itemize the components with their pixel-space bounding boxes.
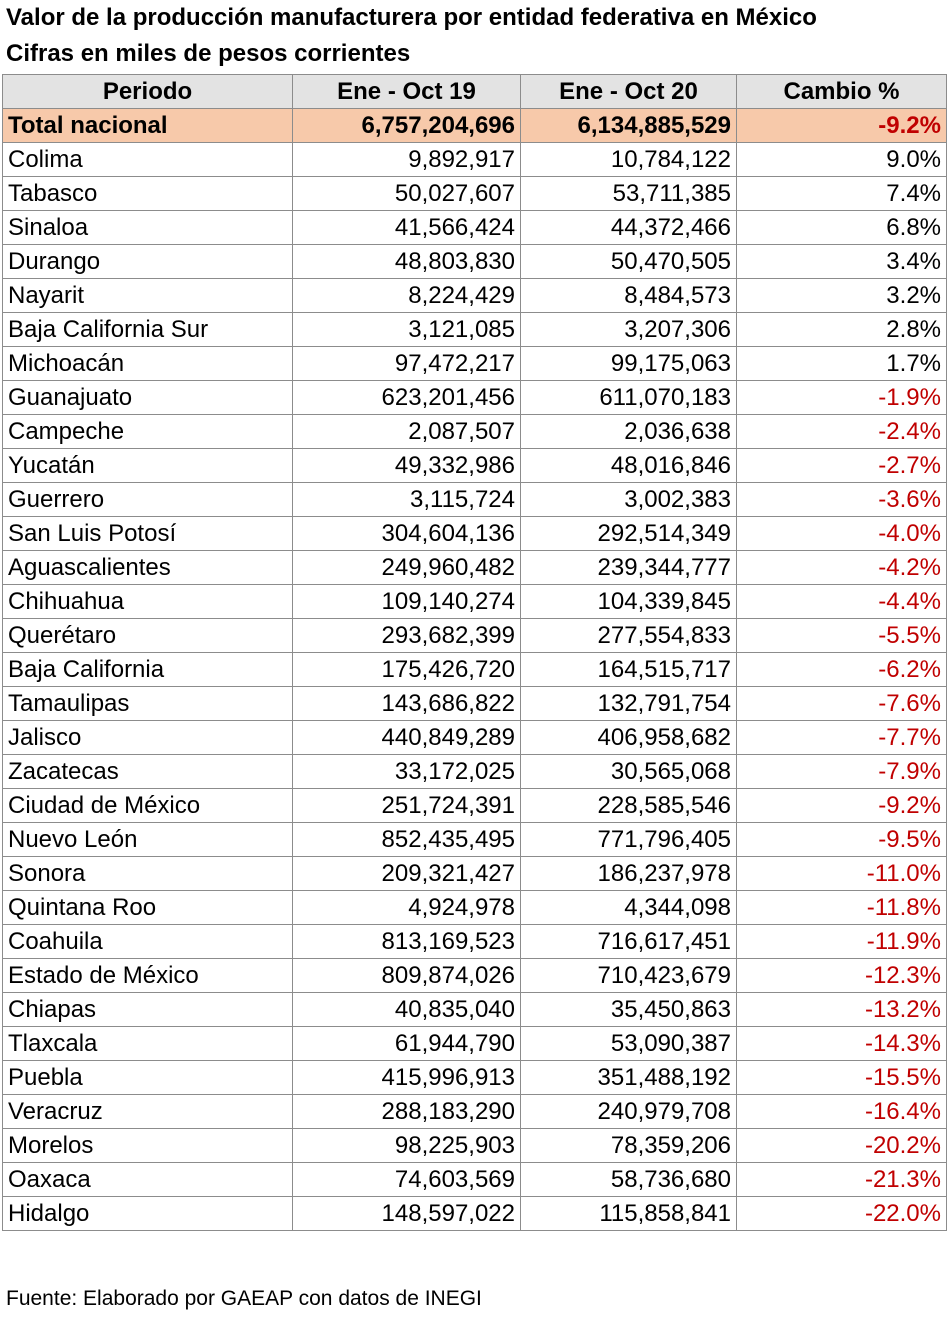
table-row — [3, 687, 947, 721]
table-row — [3, 1197, 947, 1231]
value-oct19: 415,996,913 — [293, 1061, 521, 1095]
value-oct19: 293,682,399 — [293, 619, 521, 653]
state-name: Baja California Sur — [3, 313, 293, 347]
change-percent: 3.2% — [737, 279, 947, 313]
value-oct20: 115,858,841 — [521, 1197, 737, 1231]
table-row — [3, 483, 947, 517]
value-oct20: 10,784,122 — [521, 143, 737, 177]
value-oct19: 97,472,217 — [293, 347, 521, 381]
table-row — [3, 1163, 947, 1197]
change-percent: 6.8% — [737, 211, 947, 245]
value-oct20: 78,359,206 — [521, 1129, 737, 1163]
change-percent: -2.4% — [737, 415, 947, 449]
state-name: Puebla — [3, 1061, 293, 1095]
value-oct19: 209,321,427 — [293, 857, 521, 891]
table-row — [3, 925, 947, 959]
value-oct19: 440,849,289 — [293, 721, 521, 755]
table-row — [3, 313, 947, 347]
column-header-oct19: Ene - Oct 19 — [293, 75, 521, 109]
change-percent: -12.3% — [737, 959, 947, 993]
value-oct20: 228,585,546 — [521, 789, 737, 823]
value-oct19: 8,224,429 — [293, 279, 521, 313]
value-oct19: 74,603,569 — [293, 1163, 521, 1197]
total-v20: 6,134,885,529 — [521, 109, 737, 143]
value-oct19: 2,087,507 — [293, 415, 521, 449]
table-row — [3, 143, 947, 177]
value-oct19: 109,140,274 — [293, 585, 521, 619]
column-header-oct20: Ene - Oct 20 — [521, 75, 737, 109]
table-row — [3, 721, 947, 755]
table-row — [3, 279, 947, 313]
state-name: Quintana Roo — [3, 891, 293, 925]
value-oct19: 148,597,022 — [293, 1197, 521, 1231]
value-oct20: 8,484,573 — [521, 279, 737, 313]
value-oct20: 104,339,845 — [521, 585, 737, 619]
value-oct19: 98,225,903 — [293, 1129, 521, 1163]
table-row — [3, 823, 947, 857]
table-row — [3, 1095, 947, 1129]
change-percent: 1.7% — [737, 347, 947, 381]
value-oct20: 240,979,708 — [521, 1095, 737, 1129]
value-oct20: 53,711,385 — [521, 177, 737, 211]
value-oct20: 3,207,306 — [521, 313, 737, 347]
table-row — [3, 1061, 947, 1095]
value-oct20: 44,372,466 — [521, 211, 737, 245]
change-percent: -16.4% — [737, 1095, 947, 1129]
value-oct20: 99,175,063 — [521, 347, 737, 381]
table-row — [3, 789, 947, 823]
table-title: Valor de la producción manufacturera por entidad federativa en México — [6, 4, 817, 31]
header-row — [3, 75, 947, 109]
state-name: Guerrero — [3, 483, 293, 517]
state-name: Colima — [3, 143, 293, 177]
total-change: -9.2% — [737, 109, 947, 143]
change-percent: 9.0% — [737, 143, 947, 177]
change-percent: -3.6% — [737, 483, 947, 517]
change-percent: 7.4% — [737, 177, 947, 211]
change-percent: -7.6% — [737, 687, 947, 721]
state-name: Nayarit — [3, 279, 293, 313]
state-name: Estado de México — [3, 959, 293, 993]
change-percent: -1.9% — [737, 381, 947, 415]
value-oct20: 186,237,978 — [521, 857, 737, 891]
table-row — [3, 1129, 947, 1163]
source-note: Fuente: Elaborado por GAEAP con datos de INEGI — [6, 1287, 482, 1310]
state-name: Jalisco — [3, 721, 293, 755]
change-percent: 3.4% — [737, 245, 947, 279]
value-oct19: 50,027,607 — [293, 177, 521, 211]
value-oct19: 48,803,830 — [293, 245, 521, 279]
change-percent: -4.2% — [737, 551, 947, 585]
value-oct19: 852,435,495 — [293, 823, 521, 857]
change-percent: -9.5% — [737, 823, 947, 857]
table-row — [3, 415, 947, 449]
change-percent: 2.8% — [737, 313, 947, 347]
column-header-cambio: Cambio % — [737, 75, 947, 109]
table-row — [3, 653, 947, 687]
value-oct20: 48,016,846 — [521, 449, 737, 483]
value-oct19: 251,724,391 — [293, 789, 521, 823]
state-name: Chiapas — [3, 993, 293, 1027]
value-oct20: 132,791,754 — [521, 687, 737, 721]
change-percent: -22.0% — [737, 1197, 947, 1231]
value-oct20: 351,488,192 — [521, 1061, 737, 1095]
value-oct20: 4,344,098 — [521, 891, 737, 925]
change-percent: -11.8% — [737, 891, 947, 925]
state-name: Guanajuato — [3, 381, 293, 415]
state-name: Yucatán — [3, 449, 293, 483]
value-oct20: 164,515,717 — [521, 653, 737, 687]
change-percent: -9.2% — [737, 789, 947, 823]
change-percent: -2.7% — [737, 449, 947, 483]
change-percent: -14.3% — [737, 1027, 947, 1061]
table-row — [3, 959, 947, 993]
value-oct19: 175,426,720 — [293, 653, 521, 687]
state-name: Tlaxcala — [3, 1027, 293, 1061]
value-oct19: 33,172,025 — [293, 755, 521, 789]
column-header-periodo: Periodo — [3, 75, 293, 109]
state-name: Ciudad de México — [3, 789, 293, 823]
table-row — [3, 211, 947, 245]
value-oct20: 2,036,638 — [521, 415, 737, 449]
table-row — [3, 585, 947, 619]
total-v19: 6,757,204,696 — [293, 109, 521, 143]
state-name: Morelos — [3, 1129, 293, 1163]
value-oct20: 716,617,451 — [521, 925, 737, 959]
table-row — [3, 993, 947, 1027]
value-oct19: 623,201,456 — [293, 381, 521, 415]
value-oct20: 30,565,068 — [521, 755, 737, 789]
change-percent: -7.9% — [737, 755, 947, 789]
state-name: Veracruz — [3, 1095, 293, 1129]
change-percent: -7.7% — [737, 721, 947, 755]
change-percent: -11.9% — [737, 925, 947, 959]
table-row — [3, 551, 947, 585]
value-oct20: 406,958,682 — [521, 721, 737, 755]
state-name: Coahuila — [3, 925, 293, 959]
table-row — [3, 857, 947, 891]
table-row — [3, 177, 947, 211]
state-name: Querétaro — [3, 619, 293, 653]
change-percent: -4.4% — [737, 585, 947, 619]
state-name: Sinaloa — [3, 211, 293, 245]
value-oct20: 50,470,505 — [521, 245, 737, 279]
value-oct20: 53,090,387 — [521, 1027, 737, 1061]
state-name: Nuevo León — [3, 823, 293, 857]
state-name: Sonora — [3, 857, 293, 891]
change-percent: -20.2% — [737, 1129, 947, 1163]
table-row — [3, 619, 947, 653]
value-oct20: 771,796,405 — [521, 823, 737, 857]
value-oct19: 4,924,978 — [293, 891, 521, 925]
state-name: Tamaulipas — [3, 687, 293, 721]
table-row — [3, 449, 947, 483]
value-oct20: 58,736,680 — [521, 1163, 737, 1197]
value-oct20: 611,070,183 — [521, 381, 737, 415]
value-oct20: 292,514,349 — [521, 517, 737, 551]
value-oct19: 3,115,724 — [293, 483, 521, 517]
change-percent: -11.0% — [737, 857, 947, 891]
production-table — [2, 74, 947, 1231]
state-name: Tabasco — [3, 177, 293, 211]
change-percent: -6.2% — [737, 653, 947, 687]
change-percent: -5.5% — [737, 619, 947, 653]
value-oct19: 143,686,822 — [293, 687, 521, 721]
total-name: Total nacional — [3, 109, 293, 143]
value-oct19: 249,960,482 — [293, 551, 521, 585]
value-oct19: 304,604,136 — [293, 517, 521, 551]
value-oct19: 9,892,917 — [293, 143, 521, 177]
change-percent: -4.0% — [737, 517, 947, 551]
value-oct19: 809,874,026 — [293, 959, 521, 993]
state-name: Hidalgo — [3, 1197, 293, 1231]
value-oct19: 813,169,523 — [293, 925, 521, 959]
value-oct19: 288,183,290 — [293, 1095, 521, 1129]
table-row — [3, 381, 947, 415]
state-name: Oaxaca — [3, 1163, 293, 1197]
value-oct20: 239,344,777 — [521, 551, 737, 585]
state-name: Baja California — [3, 653, 293, 687]
state-name: Michoacán — [3, 347, 293, 381]
value-oct20: 35,450,863 — [521, 993, 737, 1027]
table-row — [3, 755, 947, 789]
change-percent: -13.2% — [737, 993, 947, 1027]
change-percent: -21.3% — [737, 1163, 947, 1197]
value-oct19: 49,332,986 — [293, 449, 521, 483]
table-row — [3, 891, 947, 925]
table-row — [3, 245, 947, 279]
table-row — [3, 347, 947, 381]
state-name: Chihuahua — [3, 585, 293, 619]
state-name: Campeche — [3, 415, 293, 449]
table-row — [3, 1027, 947, 1061]
state-name: Zacatecas — [3, 755, 293, 789]
value-oct20: 277,554,833 — [521, 619, 737, 653]
state-name: Aguascalientes — [3, 551, 293, 585]
table-subtitle: Cifras en miles de pesos corrientes — [6, 40, 411, 67]
state-name: San Luis Potosí — [3, 517, 293, 551]
table-row — [3, 517, 947, 551]
value-oct19: 41,566,424 — [293, 211, 521, 245]
value-oct19: 40,835,040 — [293, 993, 521, 1027]
value-oct19: 3,121,085 — [293, 313, 521, 347]
value-oct20: 710,423,679 — [521, 959, 737, 993]
state-name: Durango — [3, 245, 293, 279]
change-percent: -15.5% — [737, 1061, 947, 1095]
value-oct19: 61,944,790 — [293, 1027, 521, 1061]
total-row — [3, 109, 947, 143]
value-oct20: 3,002,383 — [521, 483, 737, 517]
